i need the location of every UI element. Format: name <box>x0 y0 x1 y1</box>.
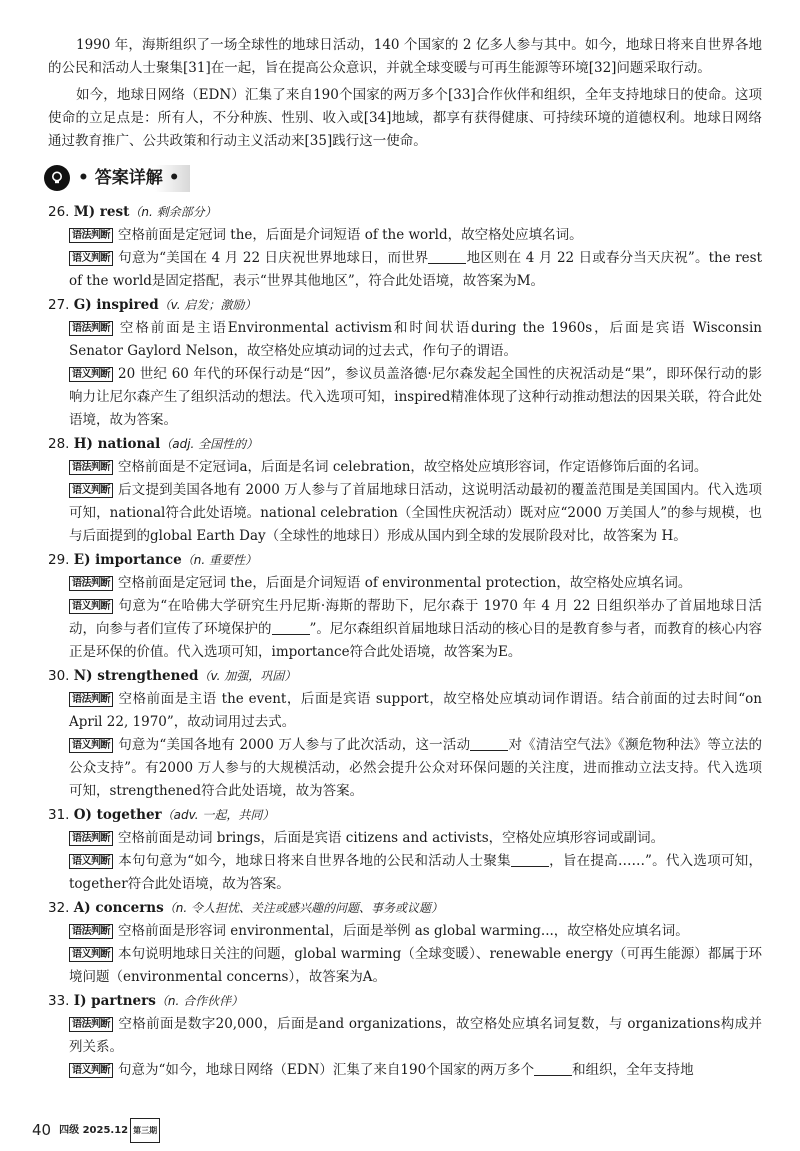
meaning-note <box>48 1059 762 1082</box>
answer-item <box>48 294 762 432</box>
volume-label: 第三期 <box>130 1118 160 1143</box>
grammar-note <box>48 572 762 595</box>
item-answer: M) rest <box>73 204 130 220</box>
item-gloss: （v. 启发；激励） <box>158 298 257 312</box>
answer-title <box>48 897 762 920</box>
meaning-note <box>48 479 762 548</box>
meaning-tag: 语义判断 <box>69 251 113 266</box>
meaning-text: 句意为“如今，地球日网络（EDN）汇集了来自190个国家的两万多个 <box>118 1062 535 1078</box>
grammar-tag: 语法判断 <box>69 228 113 243</box>
answer-blank <box>428 249 466 264</box>
meaning-tag: 语义判断 <box>69 738 113 753</box>
meaning-text: 句意为“美国在 4 月 22 日庆祝世界地球日，而世界 <box>118 250 429 266</box>
item-number: 31. <box>48 807 70 823</box>
grammar-note <box>48 1013 762 1059</box>
meaning-text: 本句句意为“如今，地球日将来自世界各地的公民和活动人士聚集 <box>118 853 511 869</box>
item-number: 32. <box>48 900 70 916</box>
grammar-text: 空格前面是主语 the event，后面是宾语 support，故空格处应填动词作谓语。结合前面的过去时间“on April 22, 1970”，故动词用过去式。 <box>69 691 762 730</box>
item-number: 28. <box>48 436 70 452</box>
answer-item <box>48 804 762 896</box>
meaning-tag: 语义判断 <box>69 483 113 498</box>
meaning-text: 本句说明地球日关注的问题，global warming（全球变暖）、renewable energy（可再生能源）都属于环境问题（environmental concerns），故答案为A。 <box>69 946 762 985</box>
item-gloss: （n. 令人担忧、关注或感兴趣的问题、事务或议题） <box>163 901 443 915</box>
grammar-text: 空格前面是定冠词 the，后面是介词短语 of environmental protection，故空格处应填名词。 <box>118 575 692 591</box>
section-title: • 答案详解 • <box>74 165 190 192</box>
meaning-tag: 语义判断 <box>69 367 113 382</box>
page-number: 40 <box>32 1121 52 1139</box>
grammar-note <box>48 456 762 479</box>
grammar-note <box>48 920 762 943</box>
item-number: 27. <box>48 297 70 313</box>
item-number: 26. <box>48 204 70 220</box>
grammar-tag: 语法判断 <box>69 924 113 939</box>
item-number: 30. <box>48 668 70 684</box>
meaning-text-cont: 地区则在 4 月 22 日或春分当天庆祝”。the rest of the world是固定搭配，表示“世界其他地区”，符合此处语境，故答案为M。 <box>69 250 762 289</box>
answer-blank <box>470 736 508 751</box>
page-footer <box>32 1118 160 1143</box>
meaning-note <box>48 595 762 664</box>
answer-title <box>48 201 762 224</box>
grammar-text: 空格前面是不定冠词a，后面是名词 celebration，故空格处应填形容词，作定语修饰后面的名词。 <box>118 459 708 475</box>
item-answer: I) partners <box>73 993 156 1009</box>
meaning-text: 20 世纪 60 年代的环保行动是“因”，参议员盖洛德·尼尔森发起全国性的庆祝活动是“果”，即环保行动的影响力让尼尔森产生了组织活动的想法。代入选项可知，inspired精准体现了这种行动推动想法的因果关联，符合此处语境，故为答案。 <box>69 366 762 428</box>
grammar-note <box>48 688 762 734</box>
item-gloss: （n. 剩余部分） <box>129 205 217 219</box>
answer-title <box>48 990 762 1013</box>
answer-title <box>48 804 762 827</box>
grammar-note <box>48 224 762 247</box>
meaning-tag: 语义判断 <box>69 1063 113 1078</box>
grammar-tag: 语法判断 <box>69 831 113 846</box>
item-answer: N) strengthened <box>73 668 199 684</box>
meaning-text: 句意为“在哈佛大学研究生丹尼斯·海斯的帮助下，尼尔森于 1970 年 4 月 22 日组织举办了首届地球日活动，向参与者们宣传了环境保护的 <box>69 598 762 637</box>
answer-blank <box>511 852 549 867</box>
page-body <box>48 34 762 1083</box>
item-answer: E) importance <box>73 552 182 568</box>
meaning-tag: 语义判断 <box>69 599 113 614</box>
item-answer: A) concerns <box>73 900 164 916</box>
answer-item <box>48 433 762 548</box>
item-number: 29. <box>48 552 70 568</box>
grammar-tag: 语法判断 <box>69 576 113 591</box>
item-answer: O) together <box>73 807 162 823</box>
meaning-text-cont: 和组织，全年支持地 <box>572 1062 694 1078</box>
grammar-tag: 语法判断 <box>69 692 113 707</box>
grammar-text: 空格前面是主语Environmental activism和时间状语during the 1960s，后面是宾语 Wisconsin Senator Gaylord Nelson，故空格处应填动词的过去式，作句子的谓语。 <box>69 320 762 359</box>
grammar-tag: 语法判断 <box>69 460 113 475</box>
meaning-tag: 语义判断 <box>69 854 113 869</box>
meaning-tag: 语义判断 <box>69 947 113 962</box>
meaning-text-cont: ，旨在提高……”。代入选项可知，together符合此处语境，故为答案。 <box>69 853 762 892</box>
intro-paragraph-2: 如今，地球日网络（EDN）汇集了来自190个国家的两万多个[33]合作伙伴和组织，全年支持地球日的使命。这项使命的立足点是：所有人，不分种族、性别、收入或[34]地域，都享有获得健康、可持续环境的道德权利。地球日网络通过教育推广、公共政策和行动主义活动来[35]践行这一使命。 <box>48 87 762 149</box>
answer-list <box>48 201 762 1082</box>
grammar-text: 空格前面是定冠词 the，后面是介词短语 of the world，故空格处应填名词。 <box>118 227 583 243</box>
answer-blank <box>534 1061 572 1076</box>
meaning-note <box>48 943 762 989</box>
meaning-note <box>48 247 762 293</box>
meaning-text: 句意为“美国各地有 2000 万人参与了此次活动，这一活动 <box>118 737 471 753</box>
answer-title <box>48 433 762 456</box>
section-heading <box>44 161 762 195</box>
grammar-text: 空格前面是动词 brings，后面是宾语 citizens and activists，空格处应填形容词或副词。 <box>118 830 665 846</box>
intro-paragraph-1: 1990 年，海斯组织了一场全球性的地球日活动，140 个国家的 2 亿多人参与其中。如今，地球日将来自世界各地的公民和活动人士聚集[31]在一起，旨在提高公众意识，并就全球变暖与可再生能源等环境[32]问题采取行动。 <box>48 37 762 76</box>
answer-blank <box>272 620 310 635</box>
answer-item <box>48 549 762 664</box>
grammar-tag: 语法判断 <box>69 1017 113 1032</box>
meaning-text-cont: ”。尼尔森组织首届地球日活动的核心目的是教育参与者，而教育的核心内容正是环保的价值。代入选项可知，importance符合此处语境，故答案为E。 <box>69 621 762 660</box>
meaning-text: 后文提到美国各地有 2000 万人参与了首届地球日活动，这说明活动最初的覆盖范围是美国国内。代入选项可知，national符合此处语境。national celebration（全国性庆祝活动）既对应“2000 万美国人”的参与规模，也与后面提到的global Earth Day（全球性的地球日）形成从国内到全球的发展阶段对比，故答案为 H。 <box>69 482 762 544</box>
issue-label: 四级 2025.12 <box>59 1125 129 1136</box>
item-answer: G) inspired <box>73 297 159 313</box>
item-gloss: （v. 加强，巩固） <box>198 669 297 683</box>
answer-item <box>48 201 762 293</box>
answer-item <box>48 897 762 989</box>
item-gloss: （n. 合作伙伴） <box>155 994 244 1008</box>
item-gloss: （adj. 全国性的） <box>160 437 259 451</box>
answer-item <box>48 990 762 1082</box>
meaning-text-cont: 对《清洁空气法》《濒危物种法》等立法的公众支持”。有2000 万人参与的大规模活动，必然会提升公众对环保问题的关注度，进而推动立法支持。代入选项可知，strengthened符合此处语境，故为答案。 <box>69 737 763 799</box>
meaning-note <box>48 850 762 896</box>
answer-title <box>48 294 762 317</box>
meaning-note <box>48 734 762 803</box>
item-answer: H) national <box>73 436 161 452</box>
answer-title <box>48 665 762 688</box>
answer-title <box>48 549 762 572</box>
grammar-note <box>48 827 762 850</box>
lightbulb-icon <box>44 165 70 191</box>
item-gloss: （adv. 一起，共同） <box>161 808 275 822</box>
item-number: 33. <box>48 993 70 1009</box>
grammar-note <box>48 317 762 363</box>
grammar-text: 空格前面是形容词 environmental，后面是举例 as global warming...，故空格处应填名词。 <box>118 923 689 939</box>
grammar-tag: 语法判断 <box>69 321 113 336</box>
grammar-text: 空格前面是数字20,000，后面是and organizations，故空格处应填名词复数，与 organizations构成并列关系。 <box>69 1016 762 1055</box>
meaning-note <box>48 363 762 432</box>
answer-item <box>48 665 762 803</box>
item-gloss: （n. 重要性） <box>181 553 257 567</box>
